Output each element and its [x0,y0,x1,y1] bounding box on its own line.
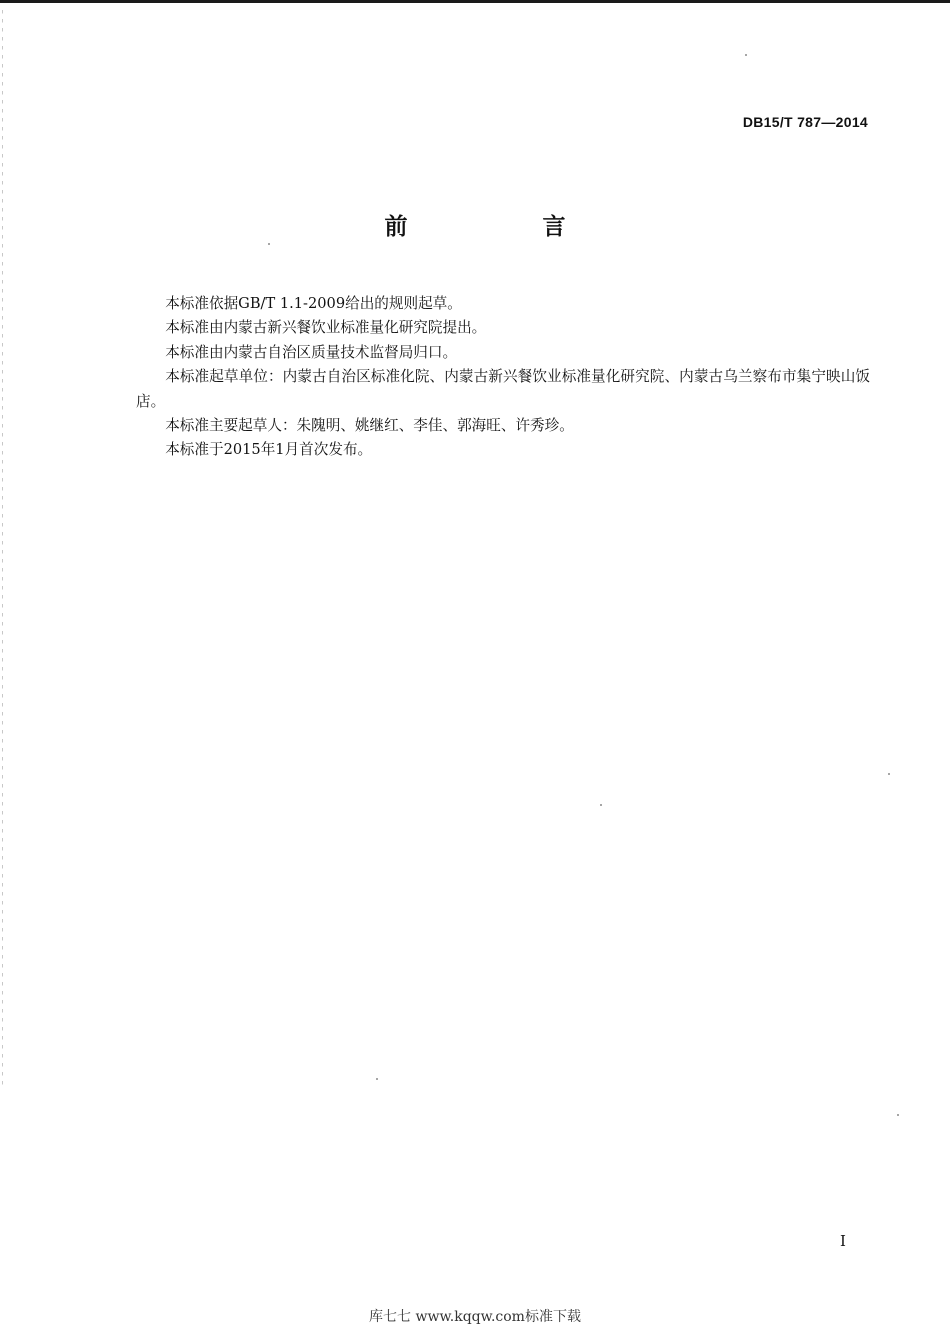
paragraph-publication: 本标准于2015年1月首次发布。 [165,441,373,459]
scan-speck [600,804,602,806]
scan-binding-edge [2,10,3,1090]
scan-speck [745,54,747,56]
document-code: DB15/T 787—2014 [742,114,868,130]
scan-speck [268,243,270,245]
paragraph-proposer: 本标准由内蒙古新兴餐饮业标准量化研究院提出。 [165,319,487,337]
paragraph-drafters: 本标准主要起草人：朱隗明、姚继红、李佳、郭海旺、许秀珍。 [165,417,574,435]
page-title: 前 言 [384,214,622,240]
paragraph-drafting-rule: 本标准依据GB/T 1.1-2009给出的规则起草。 [165,295,462,312]
scan-speck [376,1078,378,1080]
download-source-footer: 库七七 www.kqqw.com标准下载 [369,1309,581,1325]
scan-speck [897,1114,899,1116]
paragraph-drafting-units: 本标准起草单位：内蒙古自治区标准化院、内蒙古新兴餐饮业标准量化研究院、内蒙古乌兰察布市集宁映山饭店。 [136,368,870,410]
page-number: I [840,1232,846,1250]
scan-speck [888,773,890,775]
paragraph-centralized-unit: 本标准由内蒙古自治区质量技术监督局归口。 [165,343,458,361]
foreword-body [136,292,870,463]
top-border-line [0,0,950,3]
